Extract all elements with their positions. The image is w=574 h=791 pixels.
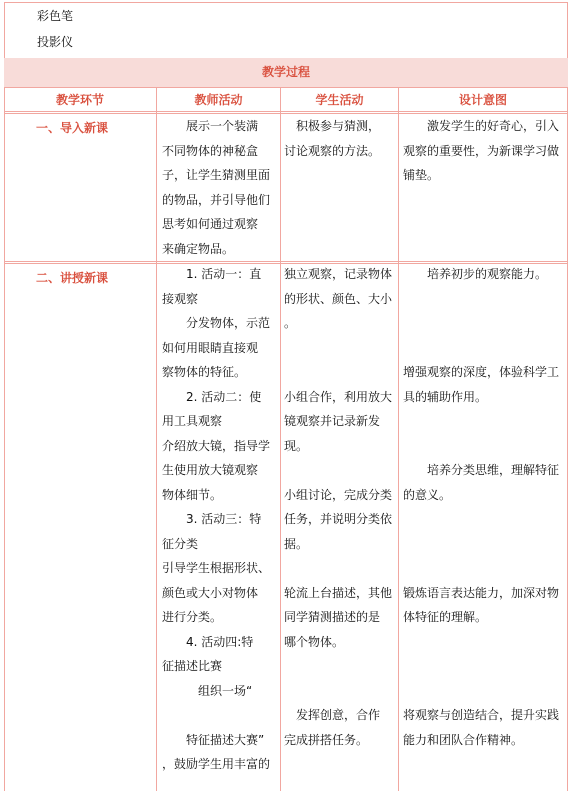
cell-line: 物体细节。 [162,487,223,502]
cell-line: 来确定物品。 [162,241,235,256]
cell-line: 的形状、颜色、大小 [284,291,393,306]
teacher-activity-cell [162,114,270,261]
header-bottom-border [4,111,568,112]
cell-line [403,434,559,459]
header-stage: 教学环节 [55,93,104,107]
cell-line: 轮流上台描述，其他 [284,585,393,600]
cell-line: 激发学生的好奇心，引入 [403,119,560,133]
material-item: 彩色笔 [37,9,74,23]
cell-line: 铺垫。 [403,168,440,182]
cell-line: 观察的重要性，为新课学习做 [403,143,560,158]
cell-line: 哪个物体。 [284,634,345,649]
cell-line [403,287,559,312]
cell-line: 小组讨论，完成分类 [284,487,393,502]
cell-line: 分发物体，示范 [162,316,271,330]
cell-line: 察物体的特征。 [162,365,247,379]
section-title-bottom-border [4,87,568,88]
cell-line: 进行分类。 [162,610,223,624]
cell-line [284,556,392,581]
cell-line: 体特征的理解。 [403,610,488,624]
design-intent-cell [403,262,559,752]
cell-line [284,336,392,361]
stage-cell: 一、导入新课 [36,121,109,135]
design-intent-cell [403,114,559,188]
cell-line [403,311,559,336]
column-divider-1 [156,87,157,791]
cell-line [403,679,559,704]
cell-line: 讨论观察的方法。 [284,143,381,158]
table-right-border [567,2,568,791]
cell-line: 。 [284,316,297,330]
cell-line [403,409,559,434]
cell-line: 组织一场“ [162,683,253,698]
cell-line: 增强观察的深度，体验科学工 [403,365,560,379]
cell-line: 征分类 [162,536,199,551]
cell-line: 1. 活动一：直 [162,267,262,281]
cell-line: 完成拼搭任务。 [284,732,369,747]
header-teacher-activity: 教师活动 [194,93,243,107]
stage-cell: 二、讲授新课 [36,271,109,285]
cell-line: 2. 活动二：使 [162,389,262,404]
cell-line: 接观察 [162,291,199,306]
teacher-activity-cell [162,262,270,777]
cell-line [403,507,559,532]
cell-line: 引导学生根据形状、 [162,561,271,575]
cell-line: 培养分类思维，理解特征 [403,463,560,477]
cell-line [403,336,559,361]
cell-line: 培养初步的观察能力。 [403,267,548,281]
cell-line: 特征描述大赛” [162,732,265,747]
cell-line: 任务，并说明分类依 [284,512,393,526]
student-activity-cell [284,262,392,752]
table-left-border [4,2,5,791]
cell-line: 能力和团队合作精神。 [403,732,524,747]
cell-line: 积极参与猜测， [284,119,381,133]
cell-line: 思考如何通过观察 [162,217,259,231]
cell-line: 生使用放大镜观察 [162,463,259,477]
cell-line: 用工具观察 [162,414,223,428]
cell-line: 镜观察并记录新发 [284,414,381,428]
cell-line: 现。 [284,438,309,453]
cell-line: 4. 活动四:特 [162,634,254,649]
cell-line: 将观察与创造结合，提升实践 [403,708,560,722]
cell-line: 展示一个装满 [162,119,259,133]
cell-line [284,679,392,704]
column-divider-3 [398,87,399,791]
cell-line: 的物品，并引导他们 [162,192,271,207]
student-activity-cell [284,114,380,163]
cell-line [403,532,559,557]
cell-line: 介绍放大镜，指导学 [162,438,271,453]
cell-line: 锻炼语言表达能力，加深对物 [403,585,560,600]
header-design-intent: 设计意图 [458,93,507,107]
cell-line: 的意义。 [403,487,452,502]
cell-line: ，鼓励学生用丰富的 [162,757,271,771]
header-student-activity: 学生活动 [315,93,364,107]
section-title: 教学过程 [261,65,310,79]
cell-line: 具的辅助作用。 [403,389,488,404]
cell-line [284,360,392,385]
cell-line: 不同物体的神秘盒 [162,143,259,158]
cell-line [403,654,559,679]
cell-line: 3. 活动三：特 [162,512,262,526]
cell-line [403,556,559,581]
table-top-border [4,2,568,3]
cell-line: 同学猜测描述的是 [284,610,381,624]
cell-line: 独立观察，记录物体 [284,267,393,281]
cell-line: 征描述比赛 [162,659,223,673]
cell-line: 发挥创意，合作 [284,708,381,722]
column-divider-2 [280,87,281,791]
cell-line [284,654,392,679]
cell-line: 据。 [284,536,309,551]
cell-line: 颜色或大小对物体 [162,585,259,600]
cell-line: 子，让学生猜测里面 [162,168,271,182]
cell-line [403,630,559,655]
material-item: 投影仪 [37,35,74,49]
cell-line: 小组合作，利用放大 [284,389,393,404]
cell-line [162,703,270,728]
cell-line [284,458,392,483]
cell-line: 如何用眼睛直接观 [162,340,259,355]
